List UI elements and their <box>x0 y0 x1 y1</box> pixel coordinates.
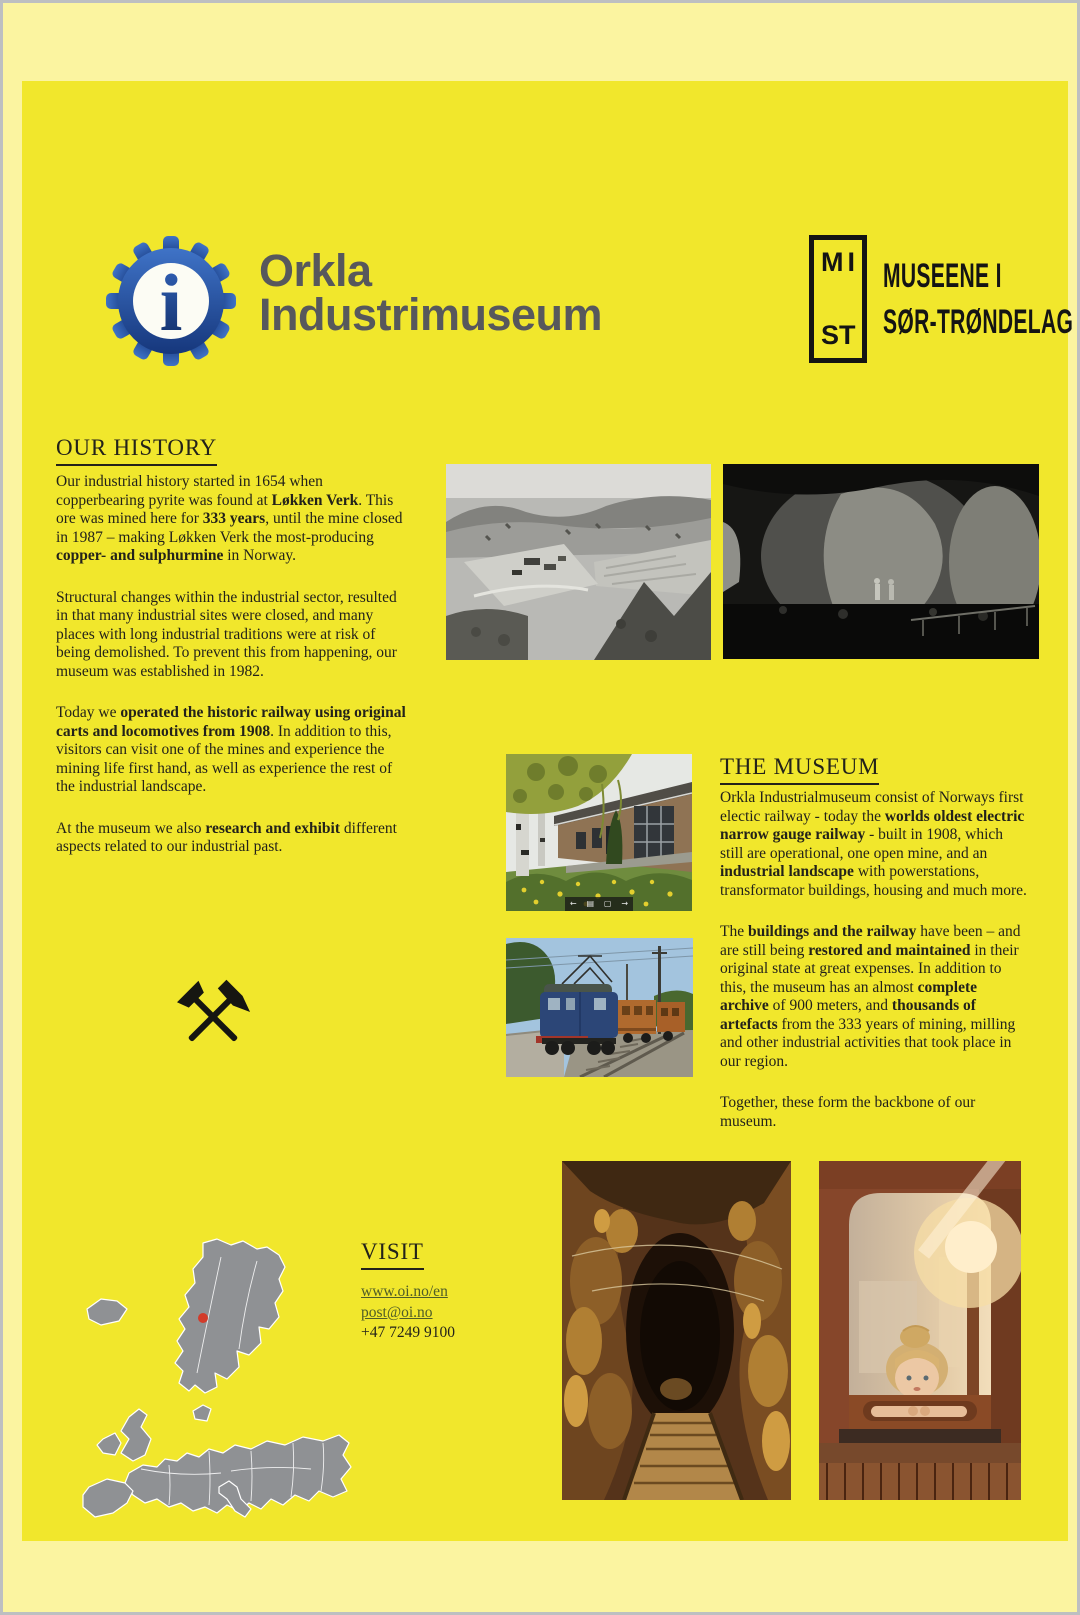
visit-heading: VISIT <box>361 1239 424 1270</box>
gallery-icon: ▤ <box>586 899 595 908</box>
back-arrow-icon: ← <box>569 899 577 908</box>
our-history-text <box>56 473 408 880</box>
website-link[interactable]: www.oi.no/en <box>361 1283 448 1300</box>
historic-train-photo <box>506 938 693 1077</box>
crossed-hammers-icon <box>175 975 251 1065</box>
europe-map <box>71 1233 356 1518</box>
museum-paragraph: The buildings and the railway have been – and are still being restored and maintained in their original state at great expenses. In addition to this, the museum has an almost complete archive of 900 meters, and thousands of artefacts from the 333 years of mining, milling and other industrial activities that took place in our region. <box>720 923 1021 1070</box>
orkla-logo-text <box>259 245 603 340</box>
orkla-logo-line1: Orkla <box>259 245 372 296</box>
history-paragraph: Our industrial history started in 1654 when copperbearing pyrite was found at Løkken Verk. This ore was mined here for 333 years, until the mine closed in 1987 – making Løkken Verk the most-producing copper- and sulphurmine in Norway. <box>56 473 403 564</box>
location-marker <box>198 1313 208 1323</box>
mist-org-line2: SØR-TRØNDELAG <box>883 303 1074 341</box>
frame-icon: ▢ <box>603 899 612 908</box>
mist-letter-i: I <box>847 247 855 277</box>
gear-info-icon <box>106 236 236 366</box>
mist-org-name <box>883 253 1073 345</box>
email-link[interactable]: post@oi.no <box>361 1303 433 1321</box>
map-iceland <box>87 1299 127 1325</box>
map-britain <box>121 1409 151 1461</box>
history-paragraph: Today we operated the historic railway using original carts and locomotives from 1908. In addition to this, visitors can visit one of the mines and experience the mining life first hand, as well as experience the rest of the industrial landscape. <box>56 704 406 795</box>
mist-letter-s: S <box>821 320 840 350</box>
history-paragraph: Structural changes within the industrial sector, resulted in that many industrial sites were closed, and many places with long industrial traditions were at risk of being demolished. To prevent this from happening, our museum was established in 1982. <box>56 588 397 680</box>
aerial-mine-town-photo <box>446 464 711 660</box>
museum-paragraph: Together, these form the backbone of our museum. <box>720 1094 976 1130</box>
child-train-window-photo <box>819 1161 1021 1500</box>
svg-text:i: i <box>159 257 183 348</box>
museum-paragraph: Orkla Industrialmuseum consist of Norways first electic railway - today the worlds oldest electric narrow gauge railway - built in 1908, which still are operational, one open mine, and an industrial landscape with powerstations, transformator buildings, housing and much more. <box>720 789 1027 899</box>
mine-tunnel-photo <box>562 1161 791 1500</box>
map-denmark <box>193 1405 211 1421</box>
orkla-logo <box>106 236 236 366</box>
map-scandinavia <box>175 1239 285 1393</box>
visit-section <box>361 1239 455 1344</box>
mist-logo-box <box>809 235 867 363</box>
mist-letter-t: T <box>839 320 856 350</box>
mine-cavern-photo <box>723 464 1039 659</box>
forward-arrow-icon: → <box>621 899 629 908</box>
the-museum-heading: THE MUSEUM <box>720 754 879 785</box>
map-ireland <box>97 1433 121 1455</box>
orkla-logo-line2: Industrimuseum <box>259 289 603 340</box>
museum-building-photo <box>506 754 692 911</box>
mist-letter-m: M <box>821 247 844 277</box>
mist-org-line1: MUSEENE I <box>883 257 1002 295</box>
phone-number: +47 7249 9100 <box>361 1324 455 1341</box>
the-museum-text <box>720 789 1028 1154</box>
map-iberia <box>83 1479 133 1517</box>
screenshot-nav-bar <box>565 897 633 911</box>
history-paragraph: At the museum we also research and exhibit different aspects related to our industrial past. <box>56 819 397 855</box>
our-history-heading: OUR HISTORY <box>56 435 217 466</box>
